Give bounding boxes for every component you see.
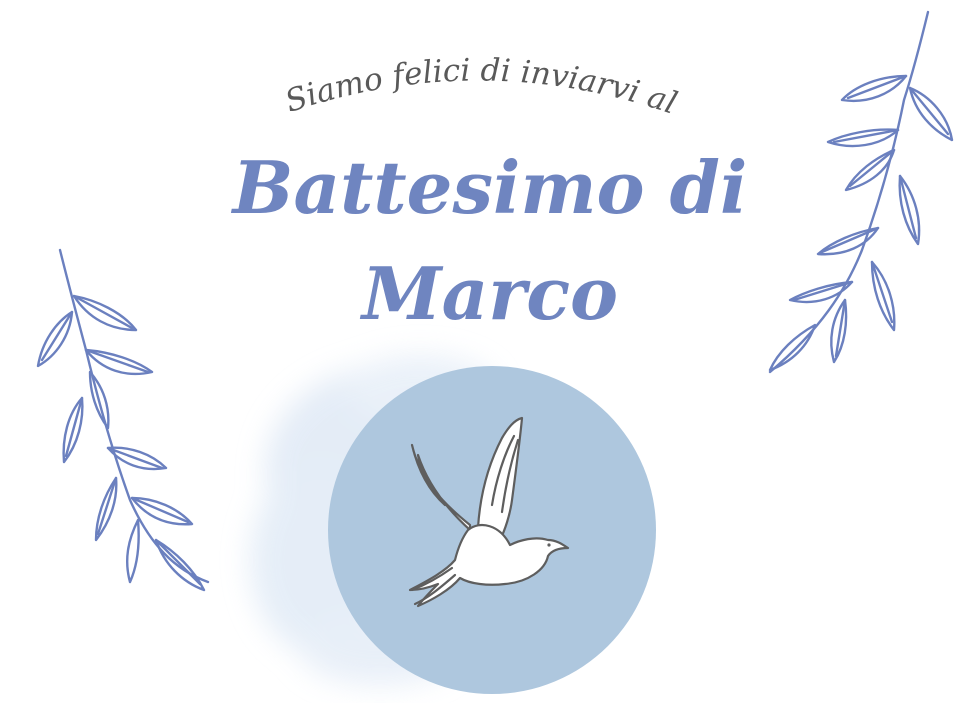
intro-text: Siamo felici di inviarvi al [280, 52, 682, 122]
title-line-1: Battesimo di [232, 145, 748, 230]
title-line-2: Marco [361, 251, 619, 336]
intro-text-curved [281, 52, 682, 121]
